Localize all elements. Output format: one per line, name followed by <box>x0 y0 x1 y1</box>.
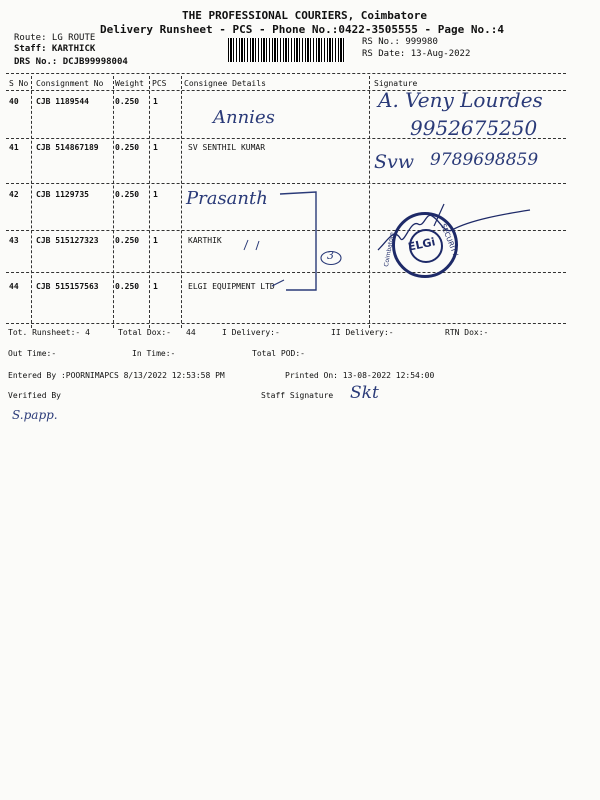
entered-by: Entered By :POORNIMAPCS 8/13/2022 12:53:58 PM <box>8 371 225 380</box>
handwritten-name-prasanth: Prasanth <box>186 188 268 209</box>
col-header-weight: Weight <box>115 79 144 88</box>
col-divider <box>369 76 370 328</box>
staff-signature: Skt <box>350 383 379 403</box>
drs-number: DRS No.: DCJB99998004 <box>14 57 128 67</box>
staff-signature-label: Staff Signature <box>261 391 334 400</box>
row-pcs: 1 <box>153 143 158 152</box>
table-bottom-rule <box>6 323 566 324</box>
row-weight: 0.250 <box>115 143 140 152</box>
verified-by: Verified By <box>8 391 61 400</box>
row-consignee: SV SENTHIL KUMAR <box>188 143 266 152</box>
table-top-rule <box>6 73 566 74</box>
col-header-consignee: Consignee Details <box>184 79 266 88</box>
row-sno: 41 <box>9 143 19 152</box>
stamp-text-top: SECURITY <box>439 222 460 258</box>
col-divider <box>181 76 182 328</box>
row-sno: 40 <box>9 97 19 106</box>
handwritten-signature: Svw <box>374 151 415 173</box>
row-consignment: CJB 515157563 <box>36 282 99 291</box>
i-delivery: I Delivery:- <box>222 328 280 337</box>
col-divider <box>113 76 114 328</box>
out-time: Out Time:- <box>8 349 57 358</box>
stamp-brand: ELGi <box>406 235 437 254</box>
in-time: In Time:- <box>132 349 176 358</box>
runsheet-subtitle: Delivery Runsheet - PCS - Phone No.:0422-3505555 - Page No.:4 <box>100 23 504 36</box>
printed-on: Printed On: 13-08-2022 12:54:00 <box>285 371 435 380</box>
total-pod: Total POD:- <box>252 349 305 358</box>
row-pcs: 1 <box>153 236 158 245</box>
route-label: Route: LG ROUTE <box>14 33 96 43</box>
row-sno: 43 <box>9 236 19 245</box>
row-pcs: 1 <box>153 282 158 291</box>
company-title: THE PROFESSIONAL COURIERS, Coimbatore <box>182 9 428 22</box>
col-divider <box>31 76 32 328</box>
row-sno: 42 <box>9 190 19 199</box>
row-consignment: CJB 1189544 <box>36 97 89 106</box>
row-pcs: 1 <box>153 97 158 106</box>
col-divider <box>149 76 150 328</box>
stamp-signature-scribble <box>374 200 534 260</box>
handwritten-signature: A. Veny Lourdes <box>378 88 543 112</box>
row-sno: 44 <box>9 282 19 291</box>
barcode <box>228 38 346 62</box>
rs-number: RS No.: 999980 <box>362 37 438 47</box>
row-consignment: CJB 1129735 <box>36 190 89 199</box>
staff-label: Staff: KARTHICK <box>14 44 96 54</box>
rtn-dox: RTN Dox:- <box>445 328 489 337</box>
row-weight: 0.250 <box>115 97 140 106</box>
stamp-text-left: Coimbatore <box>382 231 396 268</box>
rs-date: RS Date: 13-Aug-2022 <box>362 49 471 59</box>
handwritten-phone: 9952675250 <box>410 116 538 140</box>
circled-count-number: 3 <box>327 249 334 262</box>
col-header-signature: Signature <box>374 79 418 88</box>
ii-delivery: II Delivery:- <box>331 328 394 337</box>
tot-runsheet: Tot. Runsheet:- 4 <box>8 328 90 337</box>
row-rule <box>6 183 566 184</box>
total-dox-value: 44 <box>186 328 196 337</box>
verified-signature: S.papp. <box>12 408 58 422</box>
row-consignment: CJB 515127323 <box>36 236 99 245</box>
row-weight: 0.250 <box>115 190 140 199</box>
row-consignee: KARTHIK <box>188 236 222 245</box>
row-weight: 0.250 <box>115 236 140 245</box>
handwritten-phone: 9789698859 <box>430 150 539 170</box>
handwritten-bracket <box>280 186 340 298</box>
row-pcs: 1 <box>153 190 158 199</box>
handwritten-name-annies: Annies <box>213 107 275 128</box>
col-header-consignment: Consignment No <box>36 79 104 88</box>
total-dox-label: Total Dox:- <box>118 328 171 337</box>
col-header-pcs: PCS <box>152 79 167 88</box>
row-consignee: ELGI EQUIPMENT LTD <box>188 282 275 291</box>
row-consignment: CJB 514867189 <box>36 143 99 152</box>
col-header-sno: S No <box>9 79 29 88</box>
row-weight: 0.250 <box>115 282 140 291</box>
